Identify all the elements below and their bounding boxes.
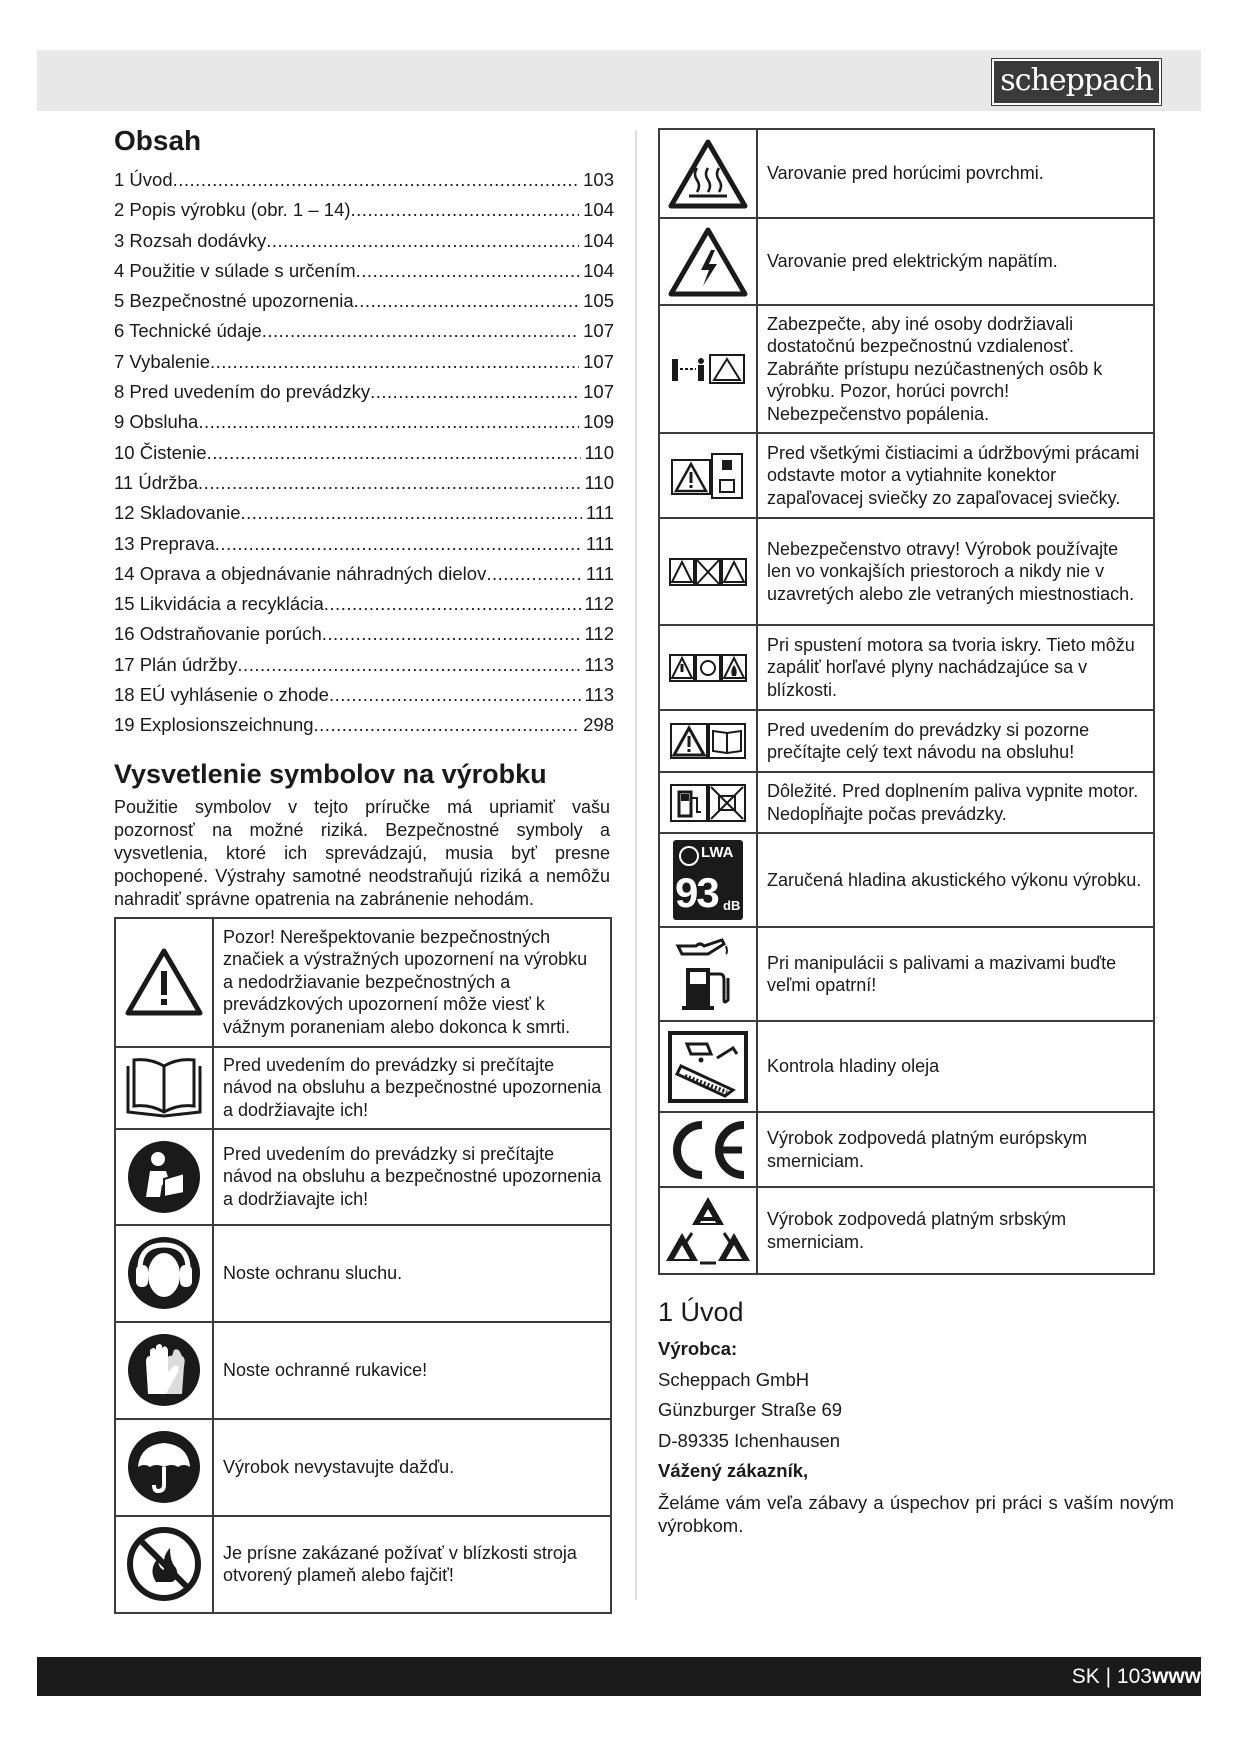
symbol-row	[659, 927, 1154, 1021]
company-name: Scheppach GmbH	[658, 1368, 810, 1390]
toc-leader-dots	[370, 377, 579, 407]
toc-item-title: 7 Vybalenie	[114, 350, 210, 372]
toc-item-page: 111	[585, 532, 614, 554]
toc-leader-dots	[173, 165, 580, 195]
greeting: Vážený zákazník,	[658, 1460, 809, 1481]
spark-flammable-icon	[659, 625, 757, 710]
toc-item-title: 19 Explosionszeichnung	[114, 714, 314, 736]
serbian-conformity-icon	[659, 1187, 757, 1274]
toc-item[interactable]	[114, 256, 614, 286]
toc-item-title: 4 Použitie v súlade s určením	[114, 259, 356, 281]
sound-wave-icon	[679, 846, 699, 866]
toc-item[interactable]	[114, 468, 614, 498]
toc-leader-dots	[215, 529, 582, 559]
toc-item-page: 112	[584, 623, 614, 645]
toc-item-page: 105	[583, 290, 614, 312]
manufacturer-label: Výrobca:	[658, 1338, 738, 1359]
symbol-row	[115, 1516, 611, 1613]
symbol-text: Pred uvedením do prevádzky si pozorne prečítajte celý text návodu na obsluhu!	[757, 710, 1154, 772]
right-column	[658, 128, 1178, 1537]
toc-item-title: 5 Bezpečnostné upozornenia	[114, 290, 354, 312]
toc-leader-dots	[241, 498, 582, 528]
column-divider	[635, 130, 637, 1600]
symbol-row	[115, 1419, 611, 1516]
symbol-row	[659, 625, 1154, 710]
symbol-text: Kontrola hladiny oleja	[757, 1021, 1154, 1112]
fuel-engine-off-icon	[659, 772, 757, 833]
left-symbol-table	[114, 917, 612, 1614]
toc-item[interactable]	[114, 529, 614, 559]
symbol-row	[659, 433, 1154, 518]
table-of-contents	[114, 165, 614, 741]
toc-item[interactable]	[114, 650, 614, 680]
warning-triangle-icon	[115, 918, 213, 1047]
symbol-text: Pri spustení motora sa tvoria iskry. Tieto môžu zapáliť horľavé plyny nachádzajúce sa v blízkosti.	[757, 625, 1154, 710]
toc-leader-dots	[329, 680, 581, 710]
badge-value: 93	[675, 869, 718, 916]
toc-item-title: 16 Odstraňovanie porúch	[114, 623, 322, 645]
sound-power-icon	[659, 833, 757, 927]
electric-voltage-icon	[659, 218, 757, 305]
oil-level-check-icon	[659, 1021, 757, 1112]
toc-item-title: 18 EÚ vyhlásenie o zhode	[114, 684, 329, 706]
spark-plug-warning-icon	[659, 433, 757, 518]
symbol-row	[659, 518, 1154, 625]
sound-power-badge	[673, 840, 743, 920]
footer-page-info	[1072, 1657, 1201, 1696]
badge-unit: dB	[723, 898, 741, 913]
scheppach-logo: scheppach	[992, 59, 1161, 105]
toc-leader-dots	[266, 226, 579, 256]
symbol-row	[115, 1047, 611, 1129]
symbol-row	[115, 1225, 611, 1322]
toc-item-page: 107	[583, 350, 614, 372]
symbol-row	[659, 710, 1154, 772]
toc-item-page: 113	[584, 684, 614, 706]
symbol-text: Pred všetkými čistiacimi a údržbovými prácami odstavte motor a vytiahnite konektor zapaľovacej sviečky zo zapaľovacej sviečky.	[757, 433, 1154, 518]
toc-item[interactable]	[114, 680, 614, 710]
toc-item-page: 111	[585, 562, 614, 584]
symbol-text: Je prísne zakázané požívať v blízkosti stroja otvorený plameň alebo fajčiť!	[213, 1516, 611, 1613]
symbols-intro: Použitie symbolov v tejto príručke má upriamiť vašu pozornosť na možné riziká. Bezpečnostné symboly a vysvetlenia, ktoré ich sprevádzajú, musia byť presne pochopené. Výstrahy samotné neodstraňujú riziká a nemôžu nahradiť správne opatrenia na zabránenie nehodám.	[114, 796, 610, 909]
intro-text: Želáme vám veľa zábavy a úspechov pri práci s vaším novým výrobkom.	[658, 1491, 1174, 1536]
read-manual-person-icon	[115, 1129, 213, 1225]
toc-item[interactable]	[114, 710, 614, 740]
symbol-row	[659, 1187, 1154, 1274]
toc-leader-dots	[262, 316, 579, 346]
symbol-row	[659, 129, 1154, 218]
symbol-text: Noste ochranné rukavice!	[213, 1322, 611, 1419]
toc-item-title: 12 Skladovanie	[114, 502, 241, 524]
toc-item[interactable]	[114, 316, 614, 346]
symbol-text: Noste ochranu sluchu.	[213, 1225, 611, 1322]
symbol-text: Výrobok zodpovedá platným európskym smerniciam.	[757, 1112, 1154, 1187]
toc-item[interactable]	[114, 407, 614, 437]
symbols-section-title: Vysvetlenie symbolov na výrobku	[114, 758, 547, 789]
badge-label: LWA	[701, 844, 734, 861]
toc-leader-dots	[198, 407, 579, 437]
toc-item-page: 104	[583, 259, 614, 281]
toc-item-title: 9 Obsluha	[114, 411, 199, 433]
toc-item-title: 3 Rozsah dodávky	[114, 229, 267, 251]
toc-item[interactable]	[114, 226, 614, 256]
toc-item-page: 109	[583, 411, 614, 433]
open-manual-icon	[115, 1047, 213, 1129]
toc-leader-dots	[210, 347, 579, 377]
toc-item-page: 110	[584, 471, 614, 493]
toc-leader-dots	[354, 286, 579, 316]
symbol-text: Zabezpečte, aby iné osoby dodržiavali dostatočnú bezpečnostnú vzdialenosť. Zabráňte prístupu nezúčastnených osôb k výrobku. Pozor, horúci povrch! Nebezpečenstvo popálenia.	[757, 305, 1154, 433]
toc-item-title: 17 Plán údržby	[114, 653, 238, 675]
symbol-text: Pri manipulácii s palivami a mazivami buďte veľmi opatrní!	[757, 927, 1154, 1021]
symbol-text: Pozor! Nerešpektovanie bezpečnostných značiek a výstražných upozornení na výrobku a nedodržiavanie bezpečnostných a prevádzkových upozornení môže viesť k vážnym poraneniam alebo dokonca k smrti.	[213, 918, 611, 1047]
symbol-text: Zaručená hladina akustického výkonu výrobku.	[757, 833, 1154, 927]
toc-item-title: 8 Pred uvedením do prevádzky	[114, 381, 371, 403]
footer-page-number: SK | 103	[1071, 1665, 1152, 1688]
ear-protection-icon	[115, 1225, 213, 1322]
toc-leader-dots	[314, 710, 580, 740]
fuel-oil-handling-icon	[659, 927, 757, 1021]
symbol-row	[659, 1021, 1154, 1112]
toc-leader-dots	[356, 256, 579, 286]
toc-item[interactable]	[114, 286, 614, 316]
toc-item-page: 112	[584, 593, 614, 615]
symbol-text: Dôležité. Pred doplnením paliva vypnite motor. Nedopĺňajte počas prevádzky.	[757, 772, 1154, 833]
left-column	[114, 125, 614, 1614]
symbol-row	[659, 1112, 1154, 1187]
company-street: Günzburger Straße 69	[658, 1399, 843, 1420]
symbol-text: Varovanie pred horúcimi povrchmi.	[757, 129, 1154, 218]
symbol-row	[659, 833, 1154, 927]
toc-leader-dots	[237, 650, 580, 680]
header-bar	[37, 50, 1201, 111]
toc-item-title: 15 Likvidácia a recyklácia	[114, 593, 324, 615]
symbol-row	[659, 218, 1154, 305]
safe-distance-icon	[659, 305, 757, 433]
footer-bar	[37, 1657, 1201, 1696]
symbol-text: Nebezpečenstvo otravy! Výrobok používajte len vo vonkajších priestoroch a nikdy nie v uzavretých alebo zle vetraných miestnostiach.	[757, 518, 1154, 625]
symbol-row	[659, 305, 1154, 433]
toc-item-title: 1 Úvod	[114, 169, 173, 190]
toc-item[interactable]	[114, 165, 614, 195]
toc-item[interactable]	[114, 377, 614, 407]
hot-surface-icon	[659, 129, 757, 218]
toc-item-page: 107	[583, 320, 614, 342]
toc-item-title: 13 Preprava	[114, 532, 215, 554]
symbol-text: Pred uvedením do prevádzky si prečítajte návod na obsluhu a bezpečnostné upozornenia a dodržiavajte ich!	[213, 1129, 611, 1225]
footer-web: www	[1151, 1665, 1201, 1688]
toc-item-page: 103	[583, 169, 614, 190]
ce-mark-icon	[659, 1112, 757, 1187]
toc-leader-dots	[322, 619, 581, 649]
toc-leader-dots	[486, 559, 582, 589]
symbol-text: Výrobok nevystavujte dažďu.	[213, 1419, 611, 1516]
symbol-text: Výrobok zodpovedá platným srbským smerniciam.	[757, 1187, 1154, 1274]
toc-item-title: 2 Popis výrobku (obr. 1 – 14)	[114, 199, 351, 221]
toc-item[interactable]	[114, 559, 614, 589]
symbol-row	[115, 918, 611, 1047]
toc-item-title: 10 Čistenie	[114, 441, 207, 463]
toc-item-title: 6 Technické údaje	[114, 320, 262, 342]
toc-title: Obsah	[114, 125, 202, 156]
toc-item[interactable]	[114, 438, 614, 468]
toc-item-title: 11 Údržba	[114, 471, 198, 493]
symbol-text: Varovanie pred elektrickým napätím.	[757, 218, 1154, 305]
toc-item-page: 110	[584, 441, 614, 463]
toc-item[interactable]	[114, 498, 614, 528]
toc-leader-dots	[207, 438, 581, 468]
toc-item[interactable]	[114, 589, 614, 619]
protective-gloves-icon	[115, 1322, 213, 1419]
poison-gas-icon	[659, 518, 757, 625]
company-city: D-89335 Ichenhausen	[658, 1429, 841, 1451]
toc-item[interactable]	[114, 347, 614, 377]
toc-item-page: 111	[585, 502, 614, 524]
toc-item-page: 104	[583, 199, 614, 221]
toc-item-page: 104	[583, 229, 614, 251]
right-symbol-table	[658, 128, 1155, 1275]
toc-item-page: 298	[583, 714, 614, 736]
symbol-text: Pred uvedením do prevádzky si prečítajte návod na obsluhu a bezpečnostné upozornenia a dodržiavajte ich!	[213, 1047, 611, 1129]
umbrella-rain-icon	[115, 1419, 213, 1516]
no-fire-smoking-icon	[115, 1516, 213, 1613]
toc-leader-dots	[324, 589, 581, 619]
toc-item-title: 14 Oprava a objednávanie náhradných dielov	[114, 562, 487, 584]
toc-item[interactable]	[114, 195, 614, 225]
toc-item-page: 107	[583, 381, 614, 403]
toc-item[interactable]	[114, 619, 614, 649]
toc-leader-dots	[351, 195, 580, 225]
symbol-row	[659, 772, 1154, 833]
intro-section-title: 1 Úvod	[658, 1297, 744, 1327]
toc-item-page: 113	[584, 653, 614, 675]
read-manual-warning-icon	[659, 710, 757, 772]
toc-leader-dots	[198, 468, 581, 498]
symbol-row	[115, 1129, 611, 1225]
symbol-row	[115, 1322, 611, 1419]
